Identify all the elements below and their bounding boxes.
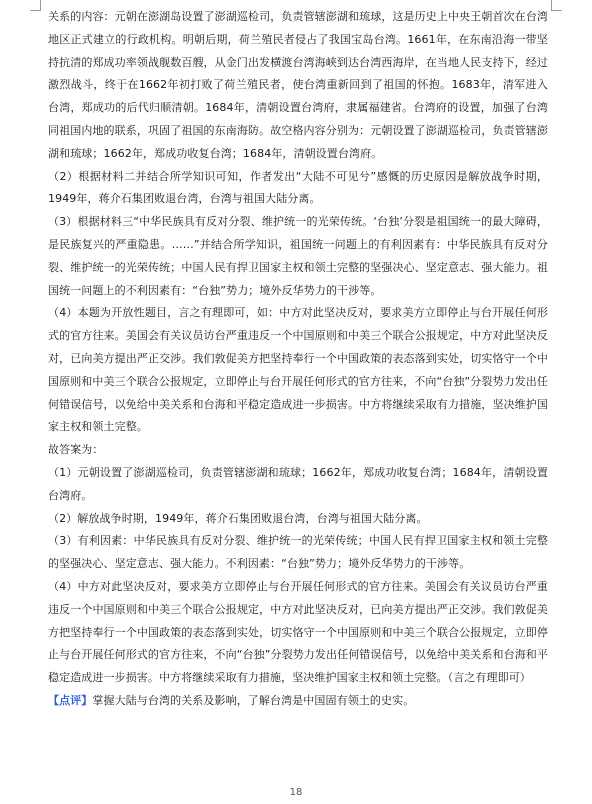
final-answer-2: （2）解放战争时期，1949年，蒋介石集团败退台湾，台湾与祖国大陆分离。 <box>48 511 428 525</box>
document-body <box>48 6 548 713</box>
final-answer-3: （3）有利因素：中华民族具有反对分裂、维护统一的光荣传统；中国人民有捍卫国家主权和领土完整的坚强决心、坚定意志、强大能力。不利因素：“台独”势力；境外反华势力的干涉等。 <box>48 534 548 571</box>
page-corner-mark-left <box>30 0 41 11</box>
paragraph-answer-2-explanation: （2）根据材料二并结合所学知识可知，作者发出“大陆不可见兮”感慨的历史原因是解放战争时期，1949年，蒋介石集团败退台湾，台湾与祖国大陆分离。 <box>48 169 548 206</box>
paragraph-answer-1-explanation: 关系的内容：元朝在澎湖岛设置了澎湖巡检司，负责管辖澎湖和琉球，这是历史上中央王朝首次在台湾地区正式建立的行政机构。明朝后期，荷兰殖民者侵占了我国宝岛台湾。1661年，在东南沿海一带坚持抗清的郑成功率领战舰数百艘，从金门出发横渡台湾海峡到达台湾西海岸，在当地人民支持下，经过激烈战斗，终于在1662年初打败了荷兰殖民者，使台湾重新回到了祖国的怀抱。1683年，清军进入台湾，郑成功的后代归顺清朝。1684年，清朝设置台湾府，隶属福建省。台湾府的设置，加强了台湾同祖国内地的联系，巩固了祖国的东南海防。故空格内容分别为：元朝设置了澎湖巡检司，负责管辖澎湖和琉球；1662年，郑成功收复台湾；1684年，清朝设置台湾府。 <box>48 10 548 160</box>
final-answer-4: （4）中方对此坚决反对，要求美方立即停止与台开展任何形式的官方往来。美国会有关议员访台严重违反一个中国原则和中美三个联合公报规定，中方对此坚决反对，已向美方提出严正交涉。我们敦促美方把坚持奉行一个中国政策的表态落到实处，切实恪守一个中国原则和中美三个联合公报规定，立即停止与台开展任何形式的官方往来，不向“台独”分裂势力发出任何错误信号，以免给中美关系和台海和平稳定造成进一步损害。中方将继续采取有力措施，坚决维护国家主权和领土完整。（言之有理即可） <box>48 579 548 685</box>
answer-heading: 故答案为： <box>48 443 104 457</box>
page-corner-mark-right <box>551 0 562 11</box>
comment-text: 掌握大陆与台湾的关系及影响，了解台湾是中国固有领土的史实。 <box>92 693 415 707</box>
page-number: 18 <box>289 787 303 798</box>
paragraph-answer-4-explanation: （4）本题为开放性题目，言之有理即可，如：中方对此坚决反对，要求美方立即停止与台开展任何形式的官方往来。美国会有关议员访台严重违反一个中国原则和中美三个联合公报规定，中方对此坚决反对，已向美方提出严正交涉。我们敦促美方把坚持奉行一个中国政策的表态落到实处，切实恪守一个中国原则和中美三个联合公报规定，立即停止与台开展任何形式的官方往来，不向“台独”分裂势力发出任何错误信号，以免给中美关系和台海和平稳定造成进一步损害。中方将继续采取有力措施，坚决维护国家主权和领土完整。 <box>48 306 548 434</box>
final-answer-1: （1）元朝设置了澎湖巡检司，负责管辖澎湖和琉球；1662年，郑成功收复台湾；1684年，清朝设置台湾府。 <box>48 465 548 502</box>
paragraph-answer-3-explanation: （3）根据材料三“中华民族具有反对分裂、维护统一的光荣传统。‘台独’分裂是祖国统一的最大障碍，是民族复兴的严重隐患。……”并结合所学知识，祖国统一问题上的有利因素有：中华民族具有反对分裂、维护统一的光荣传统；中国人民有捍卫国家主权和领土完整的坚强决心、坚定意志、强大能力。祖国统一问题上的不利因素有：“台独”势力；境外反华势力的干涉等。 <box>48 215 548 297</box>
comment-label: 【点评】 <box>48 693 93 707</box>
comment-paragraph <box>48 690 548 713</box>
